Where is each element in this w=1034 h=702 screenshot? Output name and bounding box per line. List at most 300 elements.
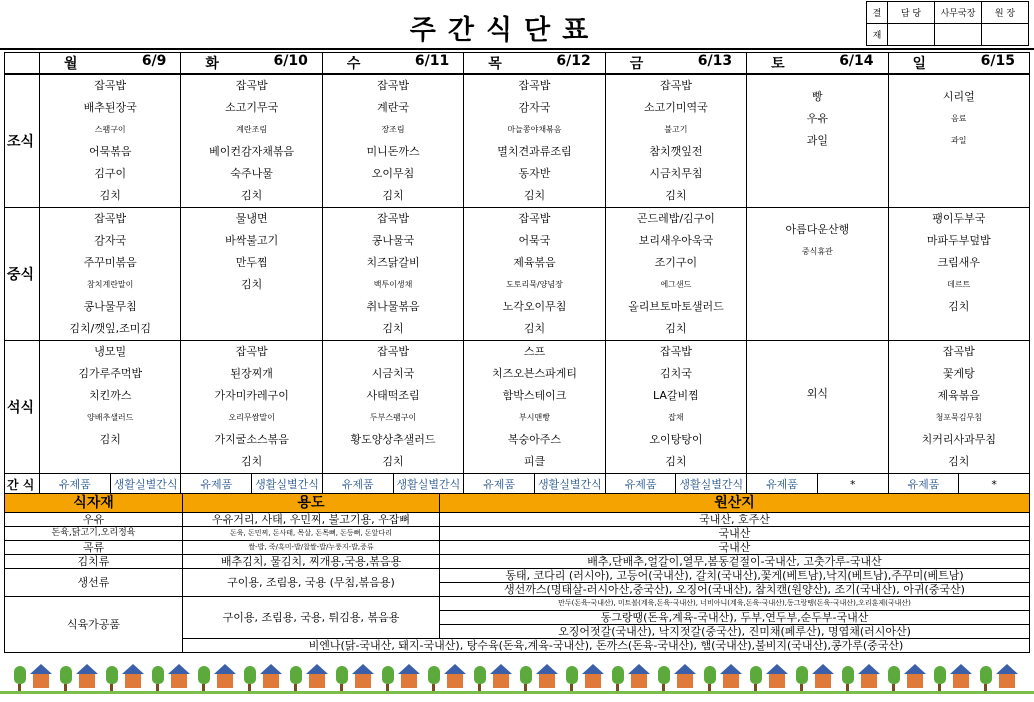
- day-name: 목: [488, 56, 502, 72]
- tree-icon: [152, 666, 164, 684]
- snack-extra: 생활실별간식: [534, 474, 605, 494]
- menu-item: 가자미카레구이: [214, 389, 289, 402]
- origin-country: 비엔나(닭-국내산, 돼지-국내산), 탕수육(돈육,계육-국내산), 돈까스(돈육-국내산), 햄(국내산),불비지(국내산),콩가루(중국산): [183, 639, 1030, 653]
- tree-icon: [60, 666, 72, 684]
- menu-cell-dinner: [464, 341, 605, 474]
- tree-icon: [244, 666, 256, 684]
- origin-use: 돈육, 돈민찌, 돈사태, 목살, 돈목뼈, 돈등뼈, 돈앞다리: [183, 527, 440, 541]
- menu-items: [464, 75, 604, 207]
- approval-stamp-staff: [888, 24, 935, 46]
- menu-item: 냉모밀: [94, 345, 127, 358]
- origin-row-milk: [5, 513, 1030, 527]
- menu-item: 과일: [951, 136, 967, 145]
- snack-cell: [464, 474, 605, 495]
- snack-extra: 생활실별간식: [393, 474, 464, 494]
- menu-item: 잡곡밥: [94, 212, 127, 225]
- menu-item: 황도양상추샐러드: [350, 433, 436, 446]
- ground-strip: [0, 691, 1034, 694]
- menu-item: 김구이: [94, 167, 127, 180]
- menu-cell-lunch: [181, 208, 322, 341]
- tree-trunk: [708, 684, 711, 691]
- day-header-row: [5, 53, 1030, 75]
- menu-item: 에그샌드: [660, 280, 692, 289]
- menu-item: 소고기미역국: [644, 101, 708, 114]
- menu-cell-breakfast: [888, 74, 1029, 208]
- tree-icon: [658, 666, 670, 684]
- menu-items: [747, 208, 887, 263]
- menu-item: 김치: [665, 455, 687, 468]
- approval-label-2: 재: [867, 24, 888, 46]
- snack-split: [40, 474, 180, 494]
- house-icon: [125, 674, 141, 688]
- menu-item: 김치: [523, 322, 546, 335]
- origin-use: 구이용, 조림용, 국용, 튀김용, 볶음용: [183, 597, 440, 639]
- day-name: 토: [771, 56, 785, 72]
- menu-items: [606, 341, 746, 473]
- day-name: 화: [205, 56, 219, 72]
- menu-item: 외식: [806, 387, 828, 400]
- snack-dairy: 유제품: [58, 478, 91, 491]
- menu-item: 올리브토마토샐러드: [628, 300, 724, 313]
- day-header: [747, 53, 888, 75]
- menu-cell-lunch: [40, 208, 181, 341]
- day-header: [181, 53, 322, 75]
- corner-cell: [5, 53, 40, 75]
- house-icon: [585, 674, 601, 688]
- menu-item: 마늘쫑야채볶음: [507, 125, 562, 134]
- snack-extra: 생활실별간식: [110, 474, 181, 494]
- menu-item: 도토리묵/양념장: [506, 280, 563, 289]
- meal-label-snack: 간 식: [5, 474, 40, 495]
- meal-row-snack: [5, 474, 1030, 495]
- menu-item: 잡곡밥: [377, 79, 409, 92]
- meal-row-dinner: [5, 341, 1030, 474]
- menu-item: 중식휴관: [801, 247, 833, 256]
- menu-item: 부시맨빵: [519, 413, 550, 422]
- house-roof-icon: [628, 664, 650, 674]
- menu-cell-dinner: [605, 341, 746, 474]
- menu-item: 계란국: [377, 101, 409, 114]
- house-roof-icon: [766, 664, 788, 674]
- menu-item: 잡곡밥: [518, 79, 551, 92]
- day-header: [464, 53, 605, 75]
- meal-label-breakfast: 조식: [5, 74, 40, 208]
- day-header: [40, 53, 181, 75]
- tree-icon: [382, 666, 394, 684]
- tree-icon: [474, 666, 486, 684]
- menu-item: 숙주나물: [230, 167, 273, 180]
- menu-item: 장조림: [381, 125, 405, 134]
- day-date: 6/14: [839, 53, 874, 69]
- menu-cell-lunch: [322, 208, 463, 341]
- tree-trunk: [754, 684, 757, 691]
- house-icon: [723, 674, 739, 688]
- menu-item: 시금치국: [371, 367, 415, 380]
- house-icon: [677, 674, 693, 688]
- house-roof-icon: [352, 664, 374, 674]
- tree-trunk: [248, 684, 251, 691]
- origin-food: 김치류: [5, 555, 183, 569]
- house-roof-icon: [996, 664, 1018, 674]
- tree-icon: [290, 666, 302, 684]
- menu-items: [323, 208, 463, 340]
- day-name: 월: [64, 56, 78, 72]
- header-divider: [0, 48, 1034, 50]
- menu-items: [323, 75, 463, 207]
- menu-items: [606, 208, 746, 340]
- house-icon: [999, 674, 1015, 688]
- house-roof-icon: [30, 664, 52, 674]
- approval-label: 결: [867, 2, 888, 24]
- day-header: [322, 53, 463, 75]
- menu-item: 김가루주먹밥: [78, 367, 143, 380]
- approval-director: 원 장: [982, 2, 1029, 24]
- origin-food: 우유: [5, 513, 183, 527]
- menu-cell-dinner: [322, 341, 463, 474]
- snack-cell: [40, 474, 181, 495]
- house-icon: [217, 674, 233, 688]
- day-date: 6/9: [141, 53, 167, 69]
- menu-item: 바싹불고기: [225, 234, 279, 247]
- day-name: 금: [629, 56, 644, 72]
- menu-item: 시금치무침: [649, 167, 703, 180]
- menu-item: 함박스테이크: [502, 389, 567, 402]
- tree-trunk: [64, 684, 67, 691]
- menu-item: 잡곡밥: [235, 79, 268, 92]
- menu-cell-breakfast: [605, 74, 746, 208]
- menu-item: 잡곡밥: [377, 345, 409, 358]
- tree-icon: [980, 666, 992, 684]
- menu-item: 김치: [382, 455, 404, 468]
- tree-trunk: [478, 684, 481, 691]
- weekly-menu-table: [4, 52, 1030, 495]
- page-title: 주간식단표: [409, 15, 601, 46]
- tree-trunk: [984, 684, 987, 691]
- day-name: 수: [346, 56, 361, 72]
- menu-item: 김치: [99, 433, 121, 446]
- menu-item: 시리얼: [942, 90, 975, 103]
- house-icon: [539, 674, 555, 688]
- meal-label-dinner: 석식: [5, 341, 40, 474]
- tree-icon: [612, 666, 624, 684]
- menu-item: 마파두부덮밥: [926, 234, 991, 247]
- tree-trunk: [846, 684, 849, 691]
- origin-country: 만두(돈육-국내산), 미트볼(계육,돈육-국내산), 너비아니(계육,돈육-국내산),동그랑땡(돈육-국내산),오리훈제(국내산): [440, 597, 1030, 611]
- menu-cell-lunch: [464, 208, 605, 341]
- snack-cell: [747, 474, 888, 495]
- menu-item: 백투이생채: [373, 280, 413, 289]
- menu-item: 치즈오븐스파게티: [491, 367, 577, 380]
- menu-item: 콩나물무침: [83, 300, 137, 313]
- menu-item: 잡곡밥: [94, 79, 127, 92]
- approval-secretary: 사무국장: [935, 2, 982, 24]
- menu-item: 된장찌개: [230, 367, 273, 380]
- house-icon: [907, 674, 923, 688]
- origin-country: 배추,단배추,얼갈이,열무,봄동겉절이-국내산, 고춧가루-국내산: [440, 555, 1030, 569]
- menu-cell-breakfast: [464, 74, 605, 208]
- menu-cell-breakfast: [747, 74, 888, 208]
- menu-item: 크림새우: [937, 256, 981, 269]
- origin-country: 생선까스(명태살-러시아산,중국산), 오징어(국내산), 참치캔(원양산), 조기(국내산), 아귀(중국산): [440, 583, 1030, 597]
- menu-cell-breakfast: [322, 74, 463, 208]
- snack-cell: [888, 474, 1029, 495]
- menu-item: 김치: [948, 455, 970, 468]
- menu-item: 곤드레밥/김구이: [636, 212, 715, 225]
- tree-trunk: [800, 684, 803, 691]
- origin-header-use: 용도: [183, 494, 440, 513]
- tree-trunk: [18, 684, 21, 691]
- house-roof-icon: [582, 664, 604, 674]
- tree-icon: [520, 666, 532, 684]
- house-icon: [33, 674, 49, 688]
- menu-cell-breakfast: [181, 74, 322, 208]
- menu-item: 데르트: [947, 280, 971, 289]
- house-roof-icon: [674, 664, 696, 674]
- tree-icon: [198, 666, 210, 684]
- menu-item: 치즈닭갈비: [366, 256, 420, 269]
- menu-item: 제육볶음: [937, 389, 981, 402]
- house-roof-icon: [812, 664, 834, 674]
- menu-item: 참치계란말이: [87, 280, 134, 289]
- menu-item: 잡곡밥: [235, 345, 268, 358]
- menu-item: 김치: [241, 455, 263, 468]
- snack-extra: 생활실별간식: [251, 474, 322, 494]
- house-roof-icon: [398, 664, 420, 674]
- menu-item: 꽃게탕: [942, 367, 975, 380]
- approval-stamp-director: [982, 24, 1029, 46]
- snack-extra: *: [817, 474, 888, 494]
- menu-items: [40, 341, 180, 451]
- snack-split: [464, 474, 604, 494]
- origin-food: 식육가공품: [5, 597, 183, 653]
- snack-dairy: 유제품: [200, 478, 233, 491]
- menu-item: 만두찜: [235, 256, 268, 269]
- origin-food: 생선류: [5, 569, 183, 597]
- snack-cell: [181, 474, 322, 495]
- tree-trunk: [386, 684, 389, 691]
- menu-item: 김치: [99, 189, 121, 202]
- day-name: 일: [912, 56, 927, 72]
- menu-item: 김치: [241, 189, 263, 202]
- menu-cell-lunch: [605, 208, 746, 341]
- menu-item: 김치: [665, 322, 687, 335]
- menu-item: 김치: [948, 300, 970, 313]
- snack-dairy: 유제품: [341, 478, 374, 491]
- menu-item: 잡곡밥: [659, 345, 692, 358]
- tree-trunk: [892, 684, 895, 691]
- snack-dairy: 유제품: [766, 478, 798, 491]
- menu-item: 제육볶음: [513, 256, 556, 269]
- origin-use: 우유거리, 사태, 우민찌, 불고기용, 우잡뼈: [183, 513, 440, 527]
- house-icon: [355, 674, 371, 688]
- origin-row-kimchi: [5, 555, 1030, 569]
- origin-country: 동그랑땡(돈육,계육-국내산), 두부,연두부,순두부-국내산: [440, 611, 1030, 625]
- menu-item: 노각오이무침: [502, 300, 567, 313]
- menu-item: 과일: [806, 134, 828, 147]
- menu-item: 스팸구이: [94, 125, 126, 134]
- tree-trunk: [432, 684, 435, 691]
- menu-item: 가지굴소스볶음: [214, 433, 289, 446]
- menu-item: 잡곡밥: [942, 345, 975, 358]
- origin-country: 국내산: [440, 541, 1030, 555]
- origin-country: 국내산, 호주산: [440, 513, 1030, 527]
- meal-row-breakfast: [5, 74, 1030, 208]
- menu-item: 김치: [382, 189, 404, 202]
- origin-header-origin: 원산지: [440, 494, 1030, 513]
- house-icon: [861, 674, 877, 688]
- menu-items: [181, 341, 321, 473]
- snack-extra: *: [958, 474, 1029, 494]
- menu-item: 김치: [241, 278, 263, 291]
- tree-icon: [704, 666, 716, 684]
- menu-item: 빵: [812, 90, 823, 103]
- menu-items: [181, 75, 321, 207]
- origin-table: [4, 493, 1030, 653]
- menu-cell-lunch: [747, 208, 888, 341]
- house-icon: [815, 674, 831, 688]
- menu-item: 물냉면: [235, 212, 268, 225]
- house-icon: [263, 674, 279, 688]
- origin-header-food: 식자재: [5, 494, 183, 513]
- menu-item: 양배추샐러드: [87, 413, 134, 422]
- origin-use: 구이용, 조림용, 국용 (무침,볶음용): [183, 569, 440, 597]
- tree-icon: [14, 666, 26, 684]
- menu-cell-dinner: [747, 341, 888, 474]
- tree-icon: [106, 666, 118, 684]
- tree-trunk: [938, 684, 941, 691]
- menu-items: [40, 75, 180, 207]
- tree-trunk: [110, 684, 113, 691]
- tree-trunk: [202, 684, 205, 691]
- menu-item: 잡곡밥: [518, 212, 551, 225]
- house-roof-icon: [720, 664, 742, 674]
- snack-dairy: 유제품: [483, 478, 516, 491]
- menu-item: 오이무침: [371, 167, 415, 180]
- menu-cell-breakfast: [40, 74, 181, 208]
- menu-item: 멸치견과류조림: [497, 145, 572, 158]
- house-roof-icon: [950, 664, 972, 674]
- menu-items: [181, 208, 321, 296]
- footer-decoration: [0, 660, 1034, 700]
- house-roof-icon: [306, 664, 328, 674]
- menu-items: [747, 341, 887, 405]
- menu-item: 콩나물국: [371, 234, 415, 247]
- origin-food: 곡류: [5, 541, 183, 555]
- menu-item: 주꾸미볶음: [83, 256, 137, 269]
- origin-use: 쌀-밥, 죽/흑미-밥/찹쌀-밥/누룽지-밥,증류: [183, 541, 440, 555]
- house-roof-icon: [444, 664, 466, 674]
- menu-items: [606, 75, 746, 207]
- menu-items: [40, 208, 180, 340]
- tree-icon: [796, 666, 808, 684]
- house-roof-icon: [904, 664, 926, 674]
- menu-item: 아름다운산행: [785, 223, 850, 236]
- menu-item: 불고기: [664, 125, 688, 134]
- house-roof-icon: [122, 664, 144, 674]
- day-header: [605, 53, 746, 75]
- day-date: 6/13: [697, 53, 733, 69]
- house-roof-icon: [168, 664, 190, 674]
- menu-items: [323, 341, 463, 473]
- snack-dairy: 유제품: [907, 478, 940, 491]
- menu-item: 잡곡밥: [659, 79, 692, 92]
- menu-item: 참치깻잎전: [649, 145, 703, 158]
- menu-item: 소고기무국: [225, 101, 279, 114]
- menu-item: 오리무쌈말이: [228, 413, 275, 422]
- tree-trunk: [294, 684, 297, 691]
- tree-trunk: [570, 684, 573, 691]
- tree-trunk: [524, 684, 527, 691]
- menu-item: 청포묵김무침: [935, 413, 982, 422]
- menu-item: 김치: [382, 322, 404, 335]
- day-date: 6/15: [980, 53, 1015, 69]
- tree-icon: [888, 666, 900, 684]
- day-date: 6/11: [414, 53, 450, 69]
- approval-stamp-secretary: [935, 24, 982, 46]
- house-icon: [953, 674, 969, 688]
- meal-row-lunch: [5, 208, 1030, 341]
- tree-icon: [750, 666, 762, 684]
- house-roof-icon: [858, 664, 880, 674]
- menu-item: 감자국: [94, 234, 127, 247]
- menu-item: LA갈비찜: [653, 389, 699, 402]
- menu-item: 계란조림: [236, 125, 268, 134]
- house-icon: [401, 674, 417, 688]
- origin-row-fish: [5, 569, 1030, 583]
- tree-trunk: [156, 684, 159, 691]
- tree-icon: [428, 666, 440, 684]
- menu-cell-dinner: [40, 341, 181, 474]
- menu-item: 보리새우아욱국: [638, 234, 714, 247]
- menu-item: 복숭아주스: [507, 433, 562, 446]
- menu-item: 우유: [806, 112, 828, 125]
- approval-staff: 담 당: [888, 2, 935, 24]
- approval-box: [866, 1, 1029, 46]
- menu-item: 음료: [951, 114, 967, 123]
- menu-item: 잡곡밥: [377, 212, 409, 225]
- tree-icon: [842, 666, 854, 684]
- house-roof-icon: [214, 664, 236, 674]
- menu-item: 취나물볶음: [366, 300, 420, 313]
- origin-row-processed: [5, 597, 1030, 611]
- origin-row-meat: [5, 527, 1030, 541]
- origin-food: 돈육,닭고기,오리정육: [5, 527, 183, 541]
- tree-trunk: [616, 684, 619, 691]
- menu-items: [889, 75, 1029, 152]
- menu-item: 김치국: [659, 367, 692, 380]
- menu-item: 잡채: [668, 413, 684, 422]
- snack-split: [181, 474, 321, 494]
- day-date: 6/10: [273, 53, 308, 69]
- menu-item: 김치: [665, 189, 687, 202]
- snack-split: [889, 474, 1029, 494]
- snack-split: [606, 474, 746, 494]
- house-roof-icon: [76, 664, 98, 674]
- house-icon: [79, 674, 95, 688]
- snack-split: [747, 474, 887, 494]
- house-icon: [769, 674, 785, 688]
- menu-items: [464, 341, 604, 473]
- menu-items: [747, 75, 887, 152]
- origin-country: 동태, 코다리 (러시아), 고등어(국내산), 갈치(국내산),꽃게(베트남),낙지(베트남),주꾸미(베트남): [440, 569, 1030, 583]
- menu-item: 스프: [523, 345, 546, 358]
- house-icon: [447, 674, 463, 688]
- house-icon: [493, 674, 509, 688]
- menu-item: 김치/깻잎,조미김: [69, 322, 151, 335]
- origin-header-row: [5, 494, 1030, 513]
- day-date: 6/12: [556, 53, 591, 69]
- tree-icon: [336, 666, 348, 684]
